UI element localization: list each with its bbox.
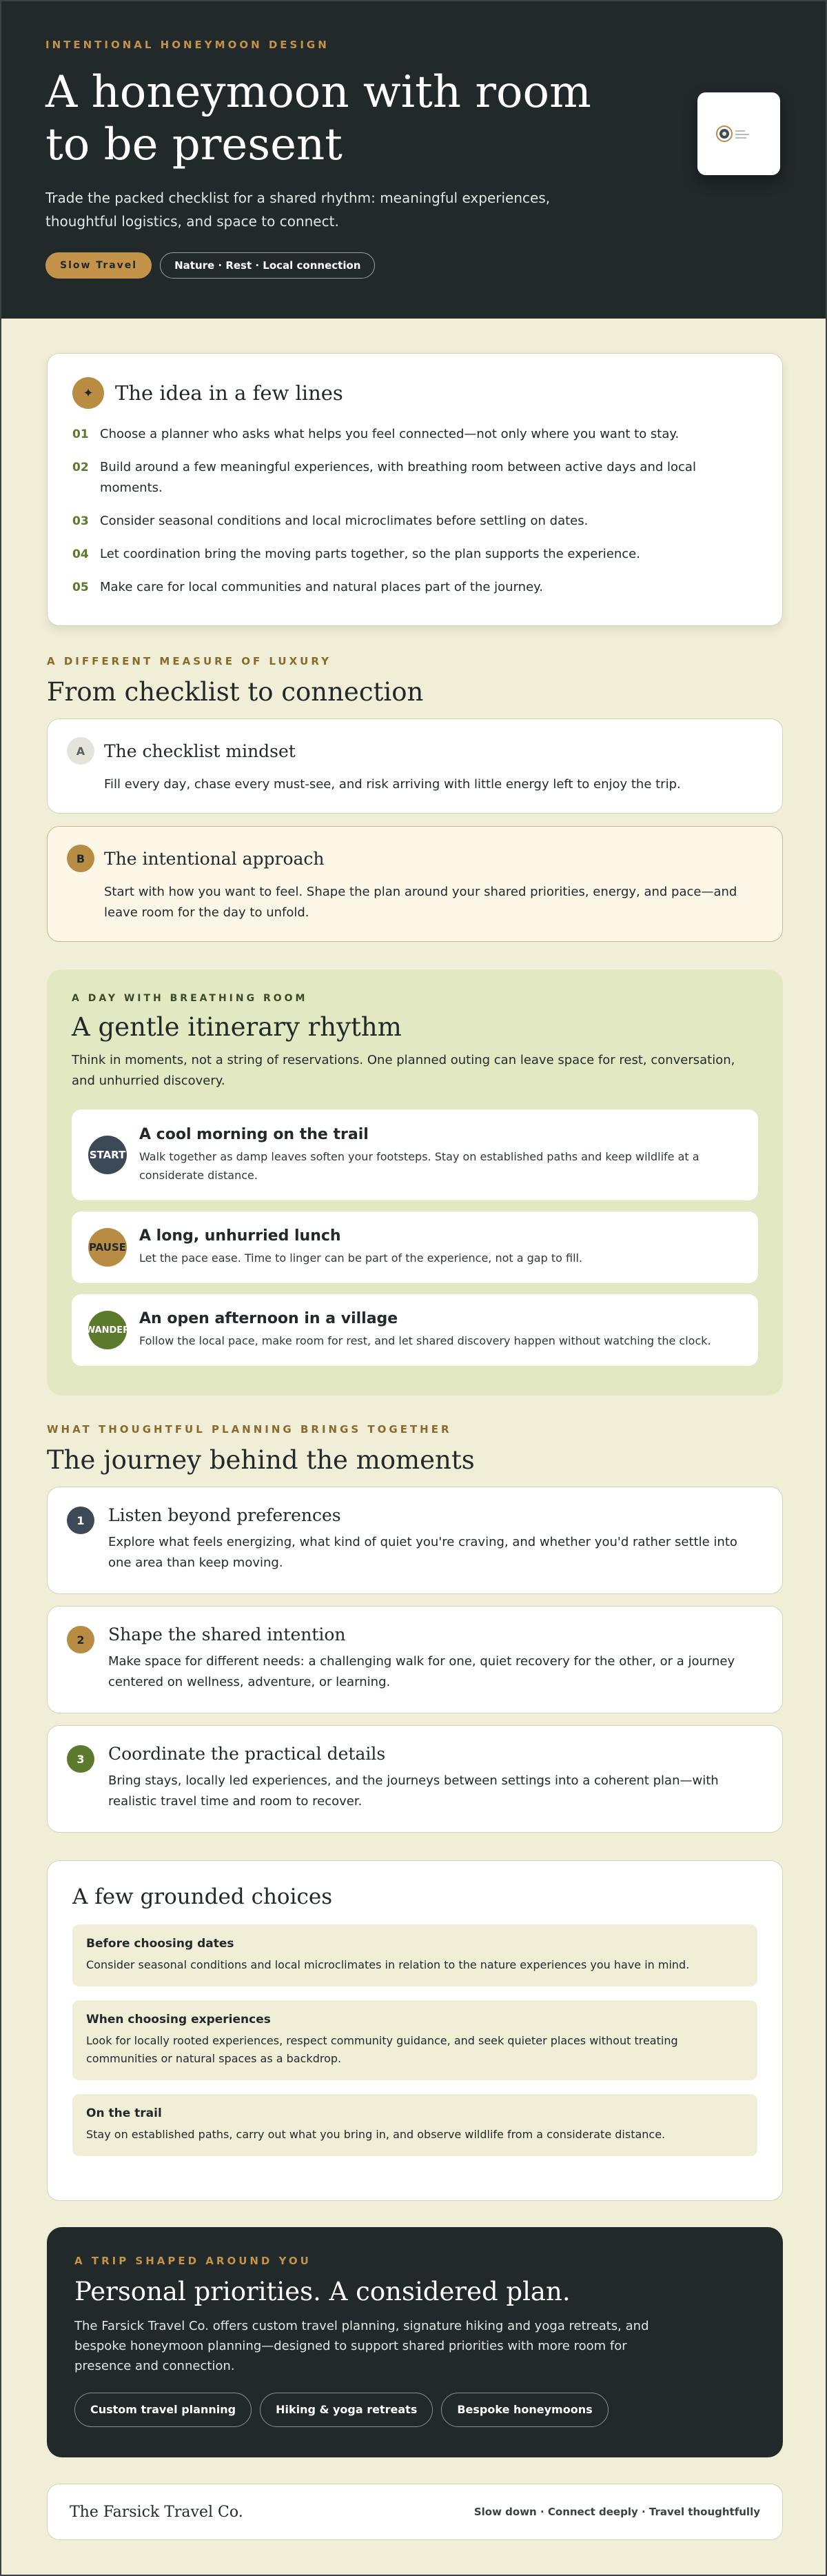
moment-text: Let the pace ease. Time to linger can be part of the experience, not a gap to fill. — [139, 1251, 583, 1265]
hero-lede: Trade the packed checklist for a shared rhythm: meaningful experiences, thoughtful logistics, and space to connect. — [45, 190, 551, 230]
rhythm-title: A gentle itinerary rhythm — [72, 1012, 402, 1042]
moment-card — [72, 1294, 758, 1366]
checklist-card — [47, 718, 783, 814]
moment-title: A long, unhurried lunch — [139, 1227, 341, 1245]
intentional-card — [47, 826, 783, 942]
footer-tagline: Slow down · Connect deeply · Travel thoughtfully — [473, 2506, 760, 2518]
tag-themes: Nature · Rest · Local connection — [160, 252, 375, 279]
brand-logo — [697, 92, 780, 175]
footer — [47, 2484, 783, 2540]
tag-slow-travel: Slow Travel — [45, 252, 152, 279]
journey-step — [47, 1487, 783, 1594]
choice-text: Stay on established paths, carry out what you bring in, and observe wildlife from a considerate distance. — [86, 2128, 666, 2141]
hero-title: A honeymoon with room to be present — [45, 67, 591, 170]
cta-eyebrow: A TRIP SHAPED AROUND YOU — [74, 2255, 312, 2267]
contrast-title: From checklist to connection — [47, 677, 424, 707]
rhythm-lede: Think in moments, not a string of reservations. One planned outing can leave space for rest, conversation, and unhurried discovery. — [72, 1053, 735, 1088]
moment-title: An open afternoon in a village — [139, 1310, 398, 1327]
step-title: Shape the shared intention — [108, 1624, 346, 1644]
step-number: 2 — [67, 1626, 94, 1653]
step-text: Bring stays, locally led experiences, and the journeys between settings into a coherent plan—with realistic travel time and room to recover. — [108, 1773, 719, 1809]
step-title: Listen beyond preferences — [108, 1505, 341, 1525]
cta-panel — [47, 2227, 783, 2457]
rhythm-eyebrow: A DAY WITH BREATHING ROOM — [72, 993, 308, 1004]
compass-logo-icon — [715, 120, 763, 148]
list-item: 02 Build around a few meaningful experiences, with breathing room between active days and local moments. — [72, 460, 696, 495]
choice-title: Before choosing dates — [86, 1937, 234, 1951]
itinerary-rhythm — [47, 969, 783, 1396]
intentional-title: The intentional approach — [104, 848, 325, 869]
step-number: 3 — [67, 1745, 94, 1773]
moment-chip: PAUSE — [88, 1228, 127, 1267]
choice-title: On the trail — [86, 2106, 162, 2120]
sparkle-icon: ✦ — [72, 377, 104, 409]
choices-card — [47, 1860, 783, 2201]
cta-title: Personal priorities. A considered plan. — [74, 2277, 571, 2306]
list-item: 01 Choose a planner who asks what helps you feel connected—not only where you want to stay. — [72, 427, 680, 441]
checklist-text: Fill every day, chase every must-see, and risk arriving with little energy left to enjoy the trip. — [104, 777, 681, 792]
choice-item — [72, 2094, 757, 2156]
moment-title: A cool morning on the trail — [139, 1125, 369, 1143]
hero-eyebrow: INTENTIONAL HONEYMOON DESIGN — [45, 39, 329, 51]
footer-brand: The Farsick Travel Co. — [70, 2503, 243, 2521]
checklist-title: The checklist mindset — [104, 741, 296, 761]
choice-item — [72, 2000, 757, 2080]
hero — [1, 1, 826, 319]
moment-text: Follow the local pace, make room for rest, and let shared discovery happen without watching the clock. — [139, 1334, 711, 1347]
journey-header — [47, 1423, 475, 1475]
choices-title: A few grounded choices — [72, 1884, 333, 1909]
journey-step — [47, 1725, 783, 1833]
hero-tags — [45, 252, 782, 279]
step-number: 1 — [67, 1507, 94, 1534]
list-item: 04 Let coordination bring the moving parts together, so the plan supports the experience. — [72, 547, 640, 561]
step-text: Make space for different needs: a challenging walk for one, quiet recovery for the other, or a journey centered on wellness, adventure, or learning. — [108, 1654, 735, 1689]
journey-title: The journey behind the moments — [47, 1445, 475, 1475]
badge-b: B — [67, 845, 94, 872]
cta-buttons — [74, 2393, 755, 2427]
moment-card — [72, 1211, 758, 1283]
choice-text: Consider seasonal conditions and local microclimates in relation to the nature experiences you have in mind. — [86, 1958, 690, 1971]
retreats-button[interactable]: Hiking & yoga retreats — [260, 2393, 433, 2427]
custom-planning-button[interactable]: Custom travel planning — [74, 2393, 252, 2427]
contrast-header — [47, 655, 423, 707]
journey-step — [47, 1606, 783, 1713]
contrast-eyebrow: A DIFFERENT MEASURE OF LUXURY — [47, 655, 331, 667]
intentional-text: Start with how you want to feel. Shape the plan around your shared priorities, energy, and pace—and leave room for the day to unfold. — [104, 885, 737, 920]
idea-title: The idea in a few lines — [115, 381, 343, 405]
cta-text: The Farsick Travel Co. offers custom travel planning, signature hiking and yoga retreats, and bespoke honeymoon planning—designed to support shared priorities with more room for presence and connection. — [74, 2319, 649, 2373]
step-title: Coordinate the practical details — [108, 1744, 386, 1764]
moment-card — [72, 1109, 758, 1200]
moment-chip: START — [88, 1136, 127, 1174]
choice-title: When choosing experiences — [86, 2013, 271, 2026]
list-item: 03 Consider seasonal conditions and local microclimates before settling on dates. — [72, 514, 589, 528]
choice-item — [72, 1924, 757, 1986]
idea-list — [72, 424, 757, 598]
step-text: Explore what feels energizing, what kind of quiet you're craving, and whether you'd rather settle into one area than keep moving. — [108, 1535, 737, 1570]
honeymoons-button[interactable]: Bespoke honeymoons — [441, 2393, 608, 2427]
idea-card — [47, 353, 783, 626]
moment-chip: WANDER — [88, 1311, 127, 1349]
choice-text: Look for locally rooted experiences, respect community guidance, and seek quieter places without treating communities or natural spaces as a backdrop. — [86, 2034, 678, 2065]
list-item: 05 Make care for local communities and natural places part of the journey. — [72, 580, 543, 594]
badge-a: A — [67, 737, 94, 765]
journey-eyebrow: WHAT THOUGHTFUL PLANNING BRINGS TOGETHER — [47, 1423, 452, 1436]
moment-text: Walk together as damp leaves soften your footsteps. Stay on established paths and keep wildlife at a considerate distance. — [139, 1149, 700, 1182]
